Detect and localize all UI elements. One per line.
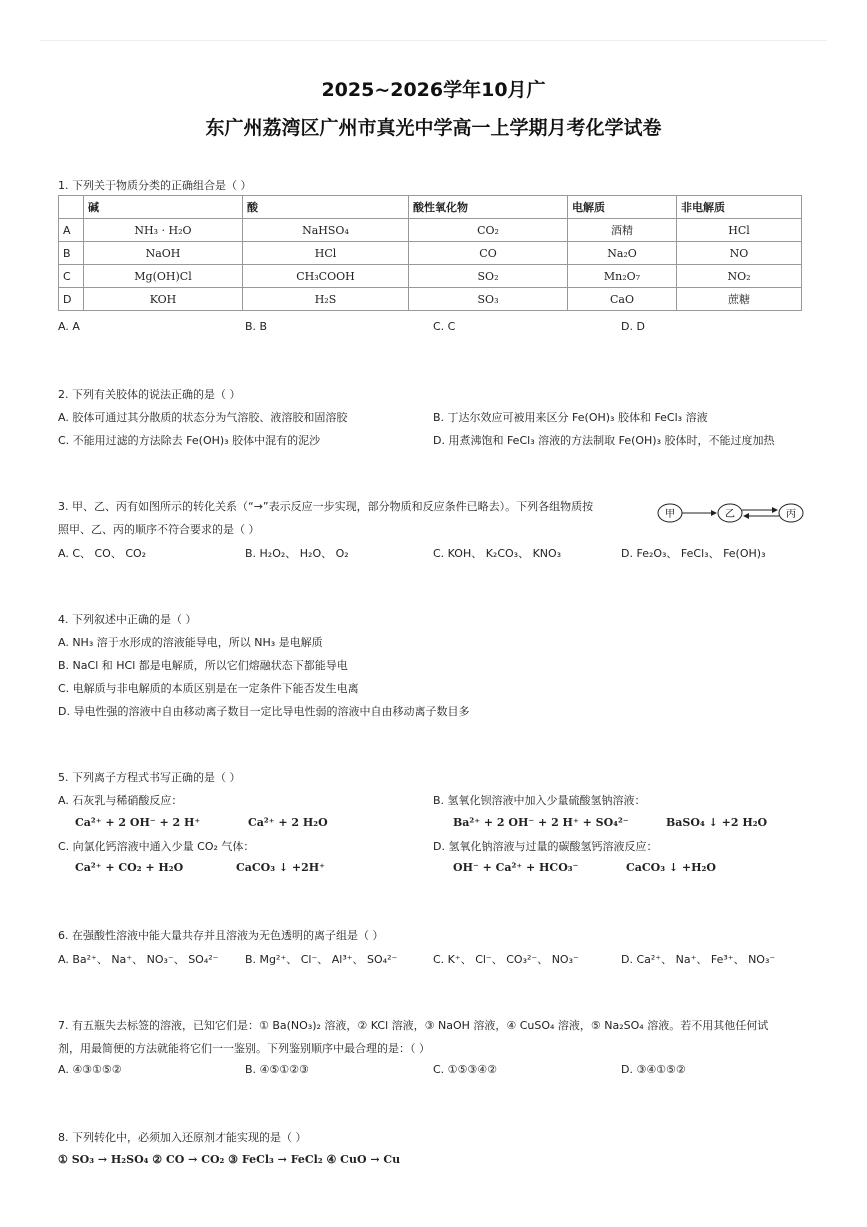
q6-option-c[interactable]: C. K⁺、 Cl⁻、 CO₃²⁻、 NO₃⁻ bbox=[433, 953, 579, 966]
question-5-stem: 5. 下列离子方程式书写正确的是（ ） bbox=[58, 771, 241, 784]
q7-option-a[interactable]: A. ④③①⑤② bbox=[58, 1063, 122, 1076]
conversion-diagram bbox=[655, 500, 805, 526]
question-7-stem-line2: 剂，用最简便的方法就能将它们一一鉴别。下列鉴别顺序中最合理的是：（ ） bbox=[58, 1042, 430, 1055]
row-label: B bbox=[59, 242, 84, 265]
q5-a-lhs: Ca²⁺ + 2 OH⁻ + 2 H⁺ bbox=[75, 816, 201, 829]
q2-option-c[interactable]: C. 不能用过滤的方法除去 Fe(OH)₃ 胶体中混有的泥沙 bbox=[58, 434, 321, 447]
node-jia: 甲 bbox=[665, 509, 675, 520]
table-cell: CO₂ bbox=[409, 219, 568, 242]
table-cell: NO bbox=[677, 242, 802, 265]
table-row bbox=[59, 219, 802, 242]
q5-d-lhs: OH⁻ + Ca²⁺ + HCO₃⁻ bbox=[453, 861, 579, 874]
table-row bbox=[59, 242, 802, 265]
q5-c-lhs: Ca²⁺ + CO₂ + H₂O bbox=[75, 861, 184, 874]
row-label: C bbox=[59, 265, 84, 288]
table-header-electrolyte: 电解质 bbox=[568, 196, 677, 219]
table-cell: Mn₂O₇ bbox=[568, 265, 677, 288]
table-header-blank bbox=[59, 196, 84, 219]
question-6-stem: 6. 在强酸性溶液中能大量共存并且溶液为无色透明的离子组是（ ） bbox=[58, 929, 384, 942]
table-cell: NaHSO₄ bbox=[243, 219, 409, 242]
question-4-stem: 4. 下列叙述中正确的是（ ） bbox=[58, 613, 197, 626]
table-cell: CO bbox=[409, 242, 568, 265]
q8-items: ① SO₃ → H₂SO₄ ② CO → CO₂ ③ FeCl₃ → FeCl₂ ④ CuO → Cu bbox=[58, 1153, 401, 1166]
q1-option-b[interactable]: B. B bbox=[245, 320, 268, 333]
q7-option-c[interactable]: C. ①⑤③④② bbox=[433, 1063, 497, 1076]
q1-option-a[interactable]: A. A bbox=[58, 320, 80, 333]
node-bing: 丙 bbox=[786, 509, 796, 520]
table-cell: HCl bbox=[243, 242, 409, 265]
question-3-stem-line1: 3. 甲、乙、丙有如图所示的转化关系（“→”表示反应一步实现，部分物质和反应条件已略去）。下列各组物质按 bbox=[58, 500, 594, 513]
q7-option-b[interactable]: B. ④⑤①②③ bbox=[245, 1063, 309, 1076]
table-cell: KOH bbox=[84, 288, 243, 311]
question-7-stem-line1: 7. 有五瓶失去标签的溶液，已知它们是：① Ba(NO₃)₂ 溶液，② KCl 溶液，③ NaOH 溶液，④ CuSO₄ 溶液，⑤ Na₂SO₄ 溶液。若不用其他任何试 bbox=[58, 1019, 769, 1032]
q5-b-lhs: Ba²⁺ + 2 OH⁻ + 2 H⁺ + SO₄²⁻ bbox=[453, 816, 629, 829]
table-cell: SO₃ bbox=[409, 288, 568, 311]
q4-option-a[interactable]: A. NH₃ 溶于水形成的溶液能导电，所以 NH₃ 是电解质 bbox=[58, 636, 323, 649]
q6-option-b[interactable]: B. Mg²⁺、 Cl⁻、 Al³⁺、 SO₄²⁻ bbox=[245, 953, 398, 966]
question-8-stem: 8. 下列转化中，必须加入还原剂才能实现的是（ ） bbox=[58, 1131, 307, 1144]
table-cell: Mg(OH)Cl bbox=[84, 265, 243, 288]
q2-option-d[interactable]: D. 用煮沸饱和 FeCl₃ 溶液的方法制取 Fe(OH)₃ 胶体时，不能过度加热 bbox=[433, 434, 775, 447]
table-cell: NaOH bbox=[84, 242, 243, 265]
question-1-stem: 1. 下列关于物质分类的正确组合是（ ） bbox=[58, 179, 252, 192]
table-header-acidic-oxide: 酸性氧化物 bbox=[409, 196, 568, 219]
table-cell: 酒精 bbox=[568, 219, 677, 242]
table-cell: NH₃ · H₂O bbox=[84, 219, 243, 242]
table-row bbox=[59, 265, 802, 288]
q5-option-b[interactable]: B. 氢氧化钡溶液中加入少量硫酸氢钠溶液： bbox=[433, 794, 646, 807]
q3-option-d[interactable]: D. Fe₂O₃、 FeCl₃、 Fe(OH)₃ bbox=[621, 547, 766, 560]
q5-a-rhs: Ca²⁺ + 2 H₂O bbox=[248, 816, 328, 829]
q3-option-c[interactable]: C. KOH、 K₂CO₃、 KNO₃ bbox=[433, 547, 562, 560]
q7-option-d[interactable]: D. ③④①⑤② bbox=[621, 1063, 686, 1076]
q5-d-rhs: CaCO₃ ↓ +H₂O bbox=[626, 861, 716, 874]
table-cell: 蔗糖 bbox=[677, 288, 802, 311]
table-header-row bbox=[59, 196, 802, 219]
table-cell: H₂S bbox=[243, 288, 409, 311]
top-divider bbox=[40, 40, 827, 41]
table-header-base: 碱 bbox=[84, 196, 243, 219]
q5-option-c[interactable]: C. 向氯化钙溶液中通入少量 CO₂ 气体： bbox=[58, 840, 255, 853]
page-title-line2: 东广州荔湾区广州市真光中学高一上学期月考化学试卷 bbox=[205, 117, 662, 139]
q5-c-rhs: CaCO₃ ↓ +2H⁺ bbox=[236, 861, 325, 874]
table-cell: NO₂ bbox=[677, 265, 802, 288]
page-title-line1: 2025~2026学年10月广 bbox=[321, 79, 546, 101]
question-2-stem: 2. 下列有关胶体的说法正确的是（ ） bbox=[58, 388, 241, 401]
question-3-stem-line2: 照甲、乙、丙的顺序不符合要求的是（ ） bbox=[58, 523, 260, 536]
q6-option-a[interactable]: A. Ba²⁺、 Na⁺、 NO₃⁻、 SO₄²⁻ bbox=[58, 953, 219, 966]
q3-option-b[interactable]: B. H₂O₂、 H₂O、 O₂ bbox=[245, 547, 349, 560]
q4-option-b[interactable]: B. NaCl 和 HCl 都是电解质，所以它们熔融状态下都能导电 bbox=[58, 659, 348, 672]
table-cell: CH₃COOH bbox=[243, 265, 409, 288]
row-label: A bbox=[59, 219, 84, 242]
classification-table bbox=[58, 195, 802, 311]
node-yi: 乙 bbox=[725, 509, 735, 520]
q5-b-rhs: BaSO₄ ↓ +2 H₂O bbox=[666, 816, 768, 829]
q5-option-d[interactable]: D. 氢氧化钠溶液与过量的碳酸氢钙溶液反应： bbox=[433, 840, 658, 853]
q2-option-a[interactable]: A. 胶体可通过其分散质的状态分为气溶胶、液溶胶和固溶胶 bbox=[58, 411, 348, 424]
table-cell: CaO bbox=[568, 288, 677, 311]
q2-option-b[interactable]: B. 丁达尔效应可被用来区分 Fe(OH)₃ 胶体和 FeCl₃ 溶液 bbox=[433, 411, 708, 424]
table-header-nonelectrolyte: 非电解质 bbox=[677, 196, 802, 219]
q4-option-d[interactable]: D. 导电性强的溶液中自由移动离子数目一定比导电性弱的溶液中自由移动离子数目多 bbox=[58, 705, 470, 718]
q5-option-a[interactable]: A. 石灰乳与稀硝酸反应： bbox=[58, 794, 183, 807]
table-cell: Na₂O bbox=[568, 242, 677, 265]
table-header-acid: 酸 bbox=[243, 196, 409, 219]
row-label: D bbox=[59, 288, 84, 311]
q1-option-d[interactable]: D. D bbox=[621, 320, 645, 333]
table-cell: HCl bbox=[677, 219, 802, 242]
table-row bbox=[59, 288, 802, 311]
q1-option-c[interactable]: C. C bbox=[433, 320, 456, 333]
q6-option-d[interactable]: D. Ca²⁺、 Na⁺、 Fe³⁺、 NO₃⁻ bbox=[621, 953, 776, 966]
q3-option-a[interactable]: A. C、 CO、 CO₂ bbox=[58, 547, 147, 560]
q4-option-c[interactable]: C. 电解质与非电解质的本质区别是在一定条件下能否发生电离 bbox=[58, 682, 359, 695]
table-cell: SO₂ bbox=[409, 265, 568, 288]
